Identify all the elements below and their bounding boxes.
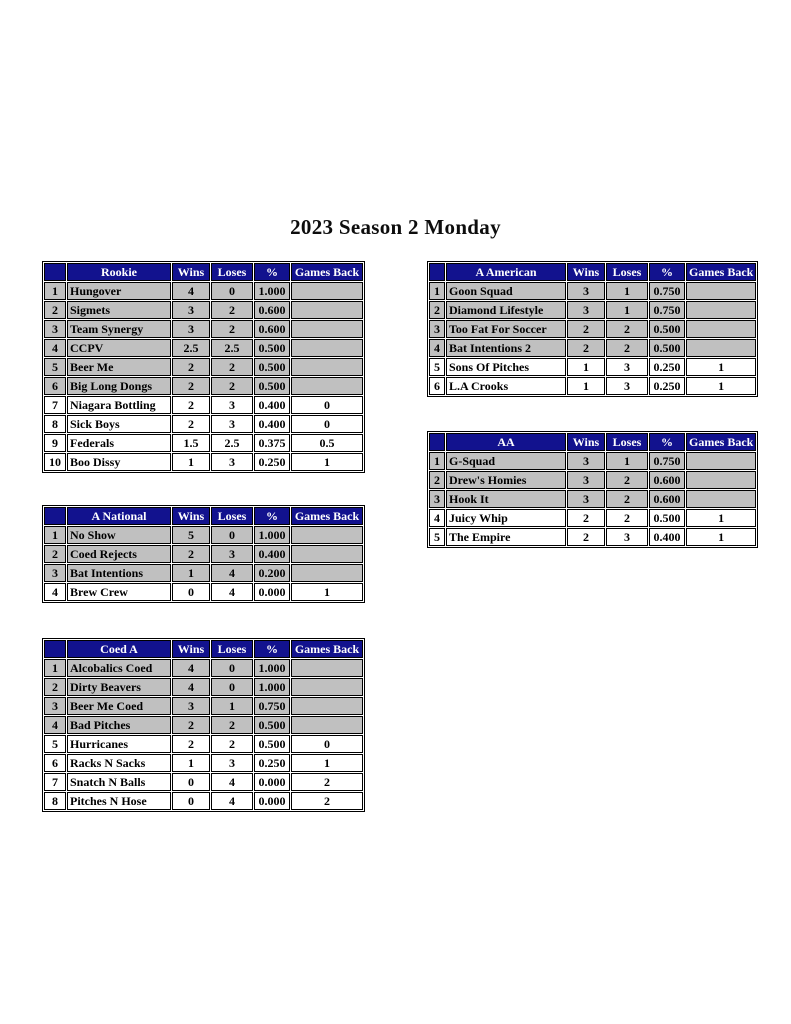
team-name-cell: Coed Rejects	[67, 545, 171, 563]
loses-cell: 3	[606, 358, 648, 376]
games-back-cell: 1	[686, 358, 756, 376]
rank-cell: 2	[44, 678, 66, 696]
wins-cell: 2	[172, 545, 210, 563]
rank-cell: 5	[44, 735, 66, 753]
loses-cell: 2.5	[211, 434, 253, 452]
games-back-cell	[291, 659, 363, 677]
team-row	[44, 282, 363, 300]
team-row	[44, 453, 363, 471]
games-back-cell: 0	[291, 396, 363, 414]
games-back-cell	[291, 282, 363, 300]
games-back-header: Games Back	[686, 263, 756, 281]
loses-cell: 2	[211, 320, 253, 338]
team-name-cell: Sick Boys	[67, 415, 171, 433]
loses-cell: 2	[211, 301, 253, 319]
wins-cell: 2	[567, 320, 605, 338]
wins-cell: 3	[567, 471, 605, 489]
team-row	[429, 377, 756, 395]
team-row	[44, 415, 363, 433]
team-name-cell: Too Fat For Soccer	[446, 320, 566, 338]
games-back-cell	[291, 526, 363, 544]
pct-cell: 0.600	[254, 320, 290, 338]
wins-cell: 3	[567, 282, 605, 300]
wins-cell: 2	[567, 528, 605, 546]
wins-cell: 3	[172, 697, 210, 715]
standings-table-coed-a	[42, 638, 365, 812]
games-back-cell: 0.5	[291, 434, 363, 452]
pct-cell: 1.000	[254, 678, 290, 696]
loses-cell: 2	[211, 377, 253, 395]
wins-cell: 2	[172, 415, 210, 433]
games-back-cell	[291, 339, 363, 357]
team-row	[44, 545, 363, 563]
loses-cell: 3	[211, 754, 253, 772]
team-row	[429, 339, 756, 357]
pct-cell: 0.375	[254, 434, 290, 452]
games-back-cell	[291, 564, 363, 582]
wins-cell: 2.5	[172, 339, 210, 357]
team-name-cell: Big Long Dongs	[67, 377, 171, 395]
header-row	[44, 263, 363, 281]
games-back-cell: 1	[686, 528, 756, 546]
loses-cell: 2	[211, 358, 253, 376]
rank-cell: 1	[429, 452, 445, 470]
team-name-cell: Bat Intentions	[67, 564, 171, 582]
games-back-cell: 0	[291, 735, 363, 753]
games-back-cell	[291, 678, 363, 696]
loses-cell: 3	[211, 545, 253, 563]
games-back-cell	[291, 320, 363, 338]
team-name-cell: No Show	[67, 526, 171, 544]
games-back-cell: 1	[291, 583, 363, 601]
games-back-cell: 2	[291, 773, 363, 791]
loses-cell: 3	[211, 453, 253, 471]
rank-cell: 6	[429, 377, 445, 395]
team-name-cell: Juicy Whip	[446, 509, 566, 527]
team-row	[44, 716, 363, 734]
team-name-cell: Drew's Homies	[446, 471, 566, 489]
loses-cell: 2	[606, 509, 648, 527]
team-name-cell: Boo Dissy	[67, 453, 171, 471]
pct-cell: 0.500	[649, 509, 685, 527]
wins-cell: 0	[172, 583, 210, 601]
team-name-cell: Hungover	[67, 282, 171, 300]
standings-table-a-national	[42, 505, 365, 603]
pct-cell: 0.500	[649, 320, 685, 338]
team-row	[44, 339, 363, 357]
games-back-cell	[291, 358, 363, 376]
loses-cell: 3	[211, 396, 253, 414]
rank-cell: 5	[44, 358, 66, 376]
team-name-cell: Pitches N Hose	[67, 792, 171, 810]
games-back-cell	[686, 339, 756, 357]
pct-header: %	[254, 263, 290, 281]
wins-cell: 4	[172, 659, 210, 677]
team-row	[44, 583, 363, 601]
rank-cell: 2	[44, 301, 66, 319]
team-row	[44, 735, 363, 753]
games-back-cell: 2	[291, 792, 363, 810]
team-name-cell: Dirty Beavers	[67, 678, 171, 696]
games-back-cell	[686, 471, 756, 489]
pct-cell: 0.600	[649, 471, 685, 489]
rank-cell: 2	[429, 471, 445, 489]
pct-cell: 0.500	[254, 735, 290, 753]
games-back-header: Games Back	[291, 507, 363, 525]
standings-table-rookie	[42, 261, 365, 473]
rank-cell: 5	[429, 358, 445, 376]
rank-cell: 8	[44, 415, 66, 433]
division-name-header: Coed A	[67, 640, 171, 658]
wins-cell: 4	[172, 282, 210, 300]
pct-cell: 0.400	[254, 545, 290, 563]
team-name-cell: G-Squad	[446, 452, 566, 470]
loses-cell: 4	[211, 792, 253, 810]
games-back-cell	[686, 282, 756, 300]
pct-header: %	[649, 263, 685, 281]
team-row	[429, 358, 756, 376]
team-name-cell: Diamond Lifestyle	[446, 301, 566, 319]
rank-cell: 5	[429, 528, 445, 546]
division-name-header: A National	[67, 507, 171, 525]
rank-cell: 3	[429, 490, 445, 508]
team-name-cell: Brew Crew	[67, 583, 171, 601]
pct-cell: 0.600	[649, 490, 685, 508]
wins-cell: 3	[172, 301, 210, 319]
wins-header: Wins	[172, 507, 210, 525]
loses-header: Loses	[211, 640, 253, 658]
rank-cell: 7	[44, 396, 66, 414]
team-row	[44, 358, 363, 376]
wins-header: Wins	[172, 640, 210, 658]
team-name-cell: Goon Squad	[446, 282, 566, 300]
games-back-cell	[291, 377, 363, 395]
pct-cell: 0.250	[649, 377, 685, 395]
team-name-cell: Sigmets	[67, 301, 171, 319]
wins-cell: 2	[172, 716, 210, 734]
loses-header: Loses	[606, 433, 648, 451]
wins-cell: 1.5	[172, 434, 210, 452]
page-title: 2023 Season 2 Monday	[290, 215, 501, 239]
rank-header	[44, 263, 66, 281]
rank-cell: 10	[44, 453, 66, 471]
games-back-cell	[686, 452, 756, 470]
team-name-cell: Beer Me Coed	[67, 697, 171, 715]
team-name-cell: L.A Crooks	[446, 377, 566, 395]
wins-cell: 2	[172, 377, 210, 395]
loses-cell: 0	[211, 282, 253, 300]
games-back-cell: 0	[291, 415, 363, 433]
loses-cell: 0	[211, 678, 253, 696]
wins-cell: 0	[172, 773, 210, 791]
loses-header: Loses	[211, 507, 253, 525]
rank-cell: 3	[44, 697, 66, 715]
team-row	[44, 754, 363, 772]
standings-table-aa	[427, 431, 758, 548]
division-name-header: Rookie	[67, 263, 171, 281]
team-row	[44, 773, 363, 791]
wins-cell: 0	[172, 792, 210, 810]
rank-header	[429, 263, 445, 281]
wins-header: Wins	[567, 433, 605, 451]
team-row	[44, 564, 363, 582]
pct-cell: 0.400	[649, 528, 685, 546]
games-back-cell	[686, 301, 756, 319]
games-back-cell: 1	[686, 509, 756, 527]
rank-cell: 1	[429, 282, 445, 300]
rank-cell: 1	[44, 659, 66, 677]
loses-header: Loses	[211, 263, 253, 281]
wins-header: Wins	[567, 263, 605, 281]
pct-header: %	[649, 433, 685, 451]
loses-cell: 1	[606, 282, 648, 300]
team-name-cell: Alcobalics Coed	[67, 659, 171, 677]
rank-cell: 1	[44, 526, 66, 544]
games-back-cell	[291, 301, 363, 319]
loses-cell: 2	[211, 716, 253, 734]
team-name-cell: Federals	[67, 434, 171, 452]
wins-cell: 2	[172, 735, 210, 753]
rank-cell: 4	[44, 583, 66, 601]
loses-cell: 4	[211, 564, 253, 582]
division-name-header: A American	[446, 263, 566, 281]
rank-cell: 3	[44, 320, 66, 338]
wins-cell: 1	[567, 358, 605, 376]
wins-cell: 2	[172, 358, 210, 376]
pct-cell: 0.600	[254, 301, 290, 319]
team-row	[44, 434, 363, 452]
rank-cell: 7	[44, 773, 66, 791]
wins-cell: 1	[172, 564, 210, 582]
team-row	[44, 678, 363, 696]
pct-cell: 0.500	[254, 716, 290, 734]
pct-cell: 0.750	[649, 301, 685, 319]
team-row	[44, 526, 363, 544]
header-row	[44, 640, 363, 658]
team-name-cell: Team Synergy	[67, 320, 171, 338]
team-name-cell: Niagara Bottling	[67, 396, 171, 414]
wins-cell: 1	[172, 453, 210, 471]
team-name-cell: Hurricanes	[67, 735, 171, 753]
rank-cell: 8	[44, 792, 66, 810]
rank-cell: 4	[429, 509, 445, 527]
rank-cell: 4	[44, 339, 66, 357]
rank-header	[429, 433, 445, 451]
team-row	[44, 396, 363, 414]
loses-cell: 4	[211, 773, 253, 791]
team-row	[429, 528, 756, 546]
rank-cell: 9	[44, 434, 66, 452]
games-back-cell	[686, 320, 756, 338]
games-back-cell	[291, 545, 363, 563]
header-row	[429, 433, 756, 451]
pct-cell: 0.500	[254, 339, 290, 357]
loses-cell: 3	[211, 415, 253, 433]
wins-cell: 3	[172, 320, 210, 338]
loses-cell: 3	[606, 377, 648, 395]
team-name-cell: CCPV	[67, 339, 171, 357]
rank-cell: 3	[429, 320, 445, 338]
team-row	[44, 792, 363, 810]
team-name-cell: Racks N Sacks	[67, 754, 171, 772]
pct-cell: 0.000	[254, 792, 290, 810]
standings-table-a-american	[427, 261, 758, 397]
loses-cell: 1	[211, 697, 253, 715]
games-back-cell	[291, 716, 363, 734]
pct-cell: 0.250	[254, 754, 290, 772]
wins-cell: 3	[567, 490, 605, 508]
team-name-cell: The Empire	[446, 528, 566, 546]
team-name-cell: Snatch N Balls	[67, 773, 171, 791]
team-row	[429, 452, 756, 470]
wins-cell: 2	[172, 396, 210, 414]
wins-cell: 5	[172, 526, 210, 544]
loses-cell: 4	[211, 583, 253, 601]
team-row	[44, 659, 363, 677]
pct-header: %	[254, 507, 290, 525]
rank-cell: 6	[44, 754, 66, 772]
pct-header: %	[254, 640, 290, 658]
rank-cell: 4	[429, 339, 445, 357]
team-row	[44, 377, 363, 395]
rank-cell: 4	[44, 716, 66, 734]
loses-cell: 2.5	[211, 339, 253, 357]
pct-cell: 0.500	[649, 339, 685, 357]
team-row	[429, 282, 756, 300]
pct-cell: 0.500	[254, 358, 290, 376]
pct-cell: 0.750	[649, 452, 685, 470]
team-name-cell: Beer Me	[67, 358, 171, 376]
loses-cell: 0	[211, 526, 253, 544]
pct-cell: 1.000	[254, 526, 290, 544]
pct-cell: 0.000	[254, 773, 290, 791]
games-back-cell: 1	[291, 754, 363, 772]
wins-cell: 2	[567, 509, 605, 527]
rank-cell: 2	[44, 545, 66, 563]
loses-cell: 1	[606, 452, 648, 470]
team-row	[429, 320, 756, 338]
pct-cell: 0.400	[254, 415, 290, 433]
pct-cell: 0.200	[254, 564, 290, 582]
rank-cell: 1	[44, 282, 66, 300]
team-row	[429, 490, 756, 508]
games-back-header: Games Back	[291, 640, 363, 658]
team-row	[44, 697, 363, 715]
team-row	[429, 471, 756, 489]
games-back-header: Games Back	[686, 433, 756, 451]
games-back-cell	[686, 490, 756, 508]
loses-cell: 2	[606, 339, 648, 357]
wins-cell: 4	[172, 678, 210, 696]
games-back-header: Games Back	[291, 263, 363, 281]
loses-cell: 2	[211, 735, 253, 753]
loses-cell: 2	[606, 490, 648, 508]
pct-cell: 0.250	[254, 453, 290, 471]
wins-cell: 2	[567, 339, 605, 357]
rank-cell: 6	[44, 377, 66, 395]
pct-cell: 0.400	[254, 396, 290, 414]
wins-cell: 1	[172, 754, 210, 772]
team-name-cell: Hook It	[446, 490, 566, 508]
pct-cell: 1.000	[254, 659, 290, 677]
loses-cell: 2	[606, 320, 648, 338]
team-name-cell: Bat Intentions 2	[446, 339, 566, 357]
wins-header: Wins	[172, 263, 210, 281]
team-row	[44, 320, 363, 338]
games-back-cell: 1	[291, 453, 363, 471]
pct-cell: 0.750	[649, 282, 685, 300]
loses-cell: 3	[606, 528, 648, 546]
rank-cell: 3	[44, 564, 66, 582]
team-name-cell: Sons Of Pitches	[446, 358, 566, 376]
rank-header	[44, 640, 66, 658]
pct-cell: 0.500	[254, 377, 290, 395]
division-name-header: AA	[446, 433, 566, 451]
rank-header	[44, 507, 66, 525]
header-row	[44, 507, 363, 525]
loses-cell: 2	[606, 471, 648, 489]
wins-cell: 3	[567, 452, 605, 470]
pct-cell: 1.000	[254, 282, 290, 300]
loses-cell: 1	[606, 301, 648, 319]
loses-cell: 0	[211, 659, 253, 677]
header-row	[429, 263, 756, 281]
loses-header: Loses	[606, 263, 648, 281]
wins-cell: 3	[567, 301, 605, 319]
team-row	[44, 301, 363, 319]
pct-cell: 0.250	[649, 358, 685, 376]
games-back-cell: 1	[686, 377, 756, 395]
wins-cell: 1	[567, 377, 605, 395]
team-name-cell: Bad Pitches	[67, 716, 171, 734]
team-row	[429, 301, 756, 319]
games-back-cell	[291, 697, 363, 715]
pct-cell: 0.000	[254, 583, 290, 601]
team-row	[429, 509, 756, 527]
rank-cell: 2	[429, 301, 445, 319]
pct-cell: 0.750	[254, 697, 290, 715]
